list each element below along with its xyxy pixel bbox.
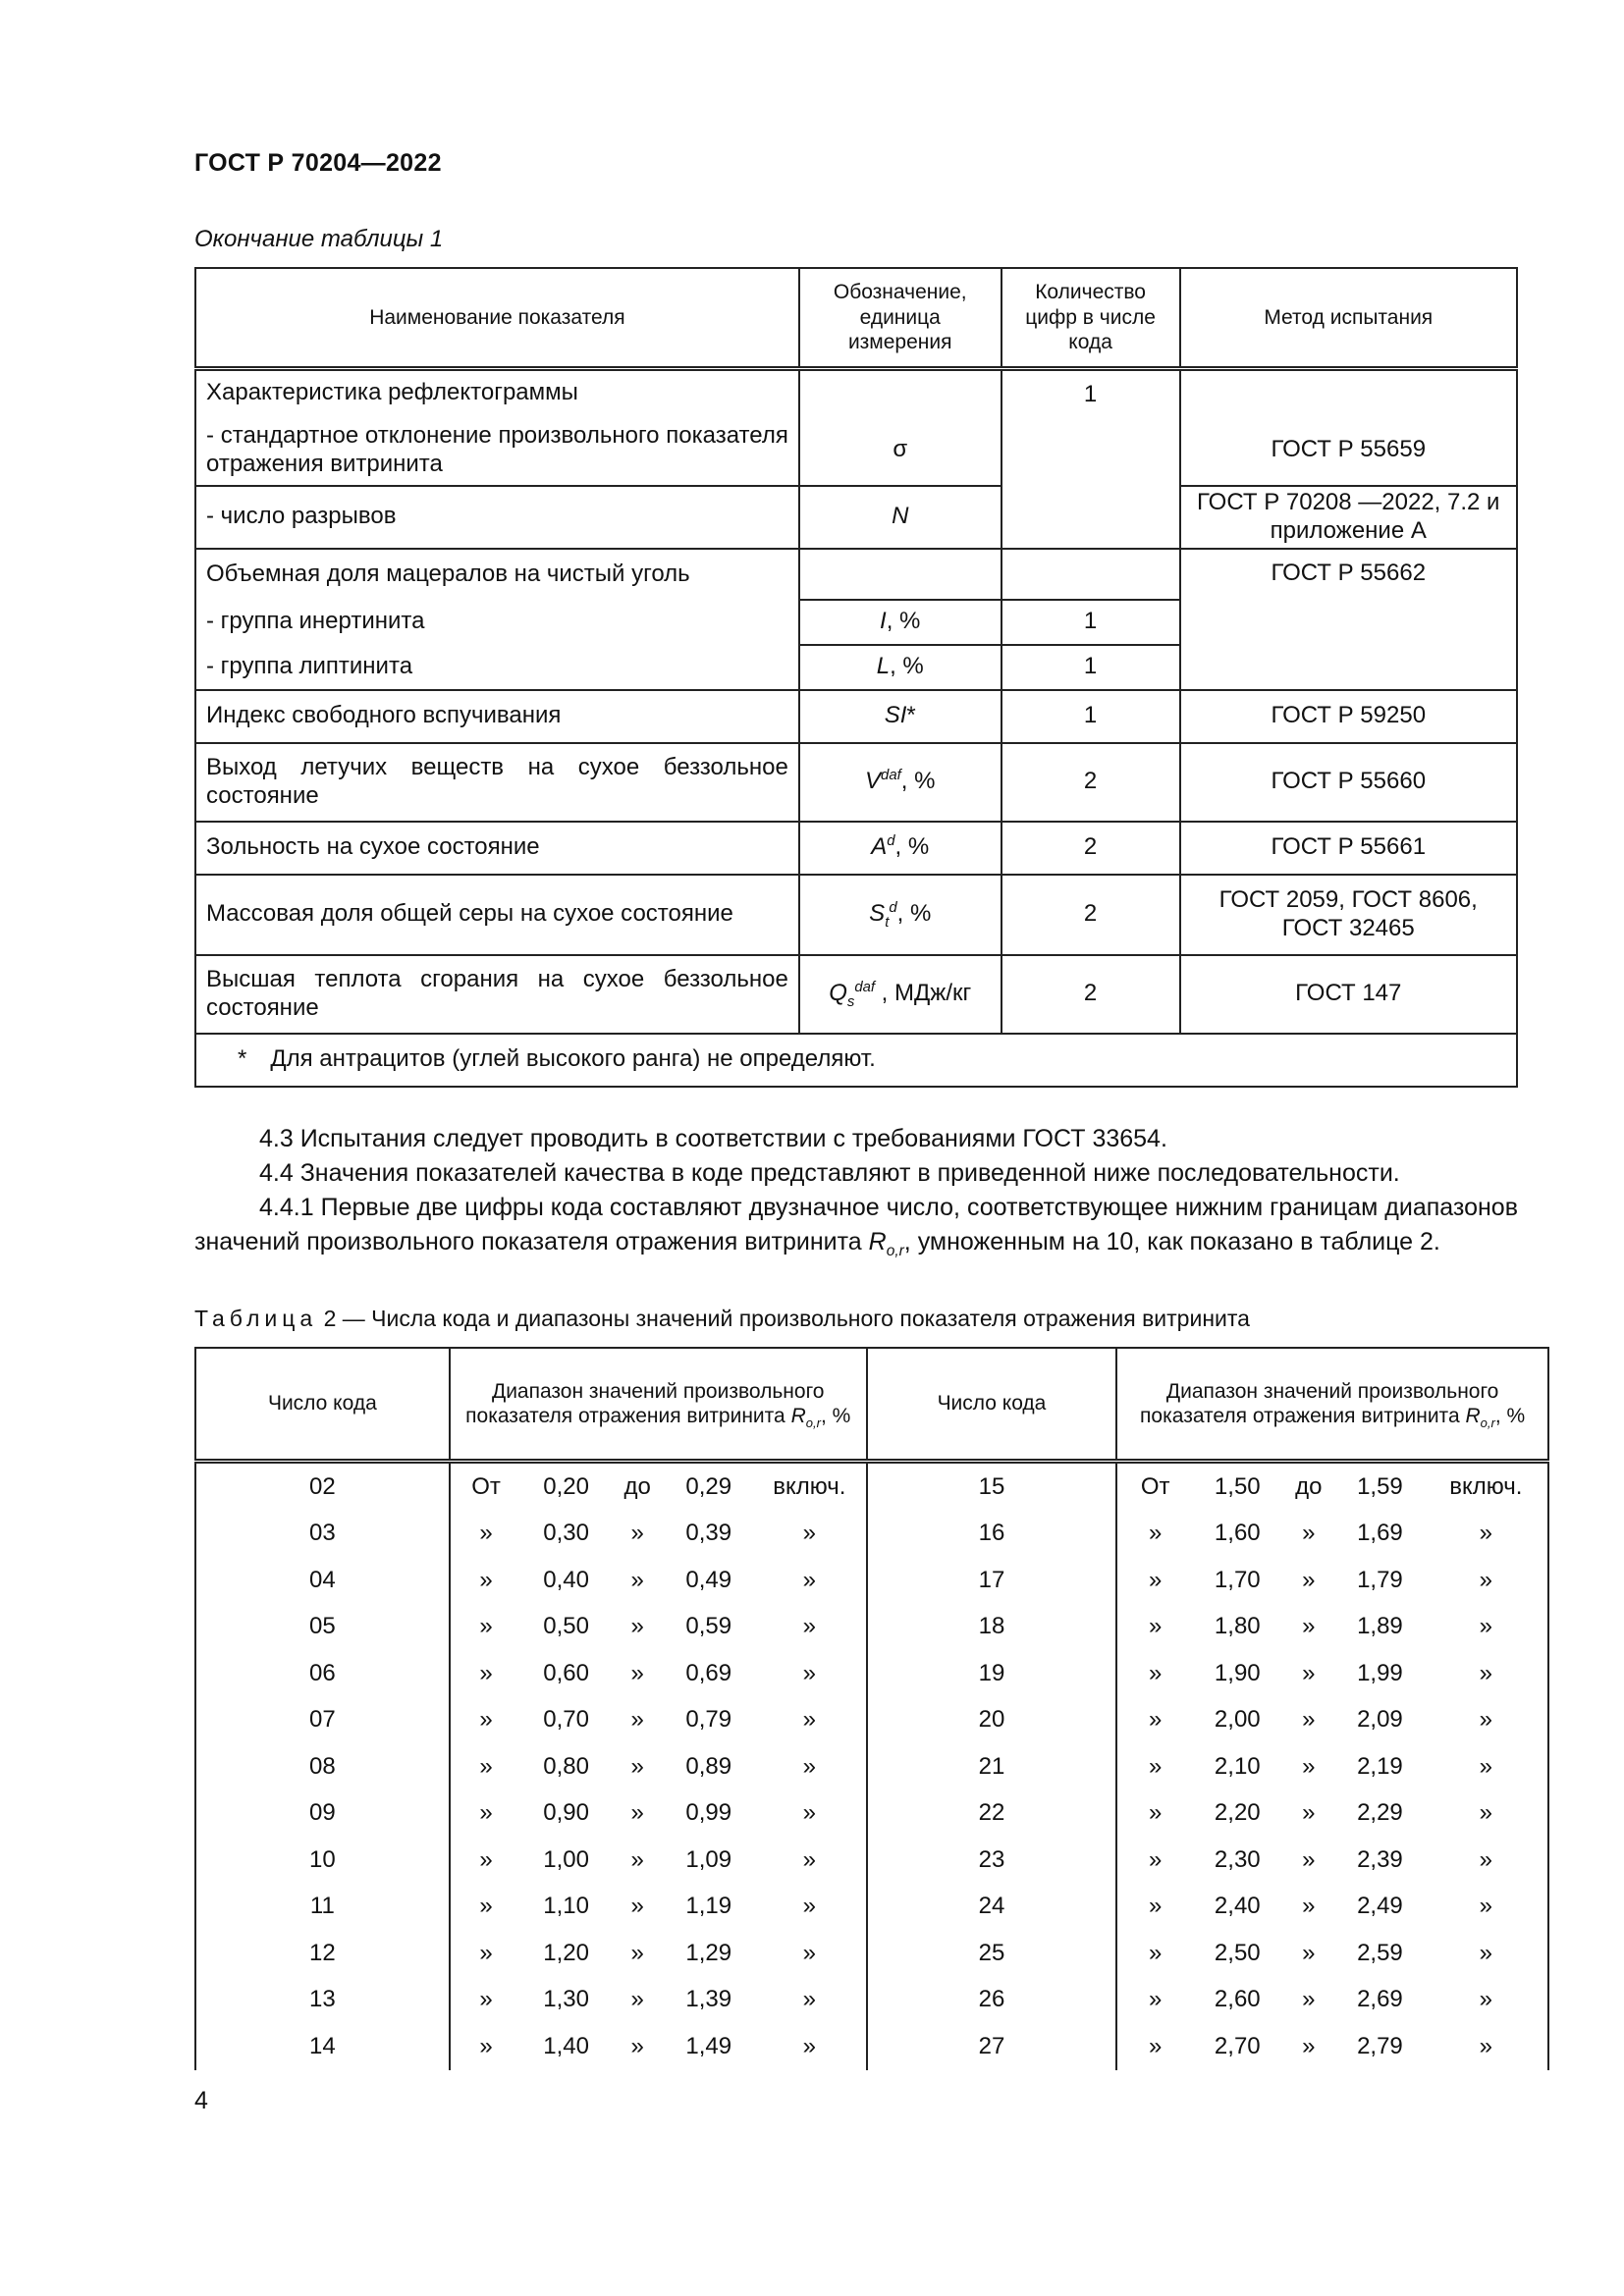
cell-s2: » <box>1425 2023 1548 2070</box>
cell-code2: 27 <box>867 2023 1117 2070</box>
table-row <box>195 1790 1548 1838</box>
cell-s: » <box>802 1845 816 1873</box>
row-digits: 1 <box>1001 600 1180 645</box>
cell-s2: » <box>1425 1977 1548 2024</box>
row-digits: 1 <box>1001 690 1180 743</box>
cell-f: » <box>479 1613 493 1640</box>
cell-hi2: 2,39 <box>1357 1845 1403 1873</box>
cell-t2: » <box>1302 1845 1316 1873</box>
row-name: - группа инертинита <box>195 600 799 645</box>
cell-hi: 1,49 <box>685 2032 732 2059</box>
cell-t: » <box>630 2032 644 2059</box>
cell-f2: » <box>1148 1845 1163 1873</box>
cell-f2: От <box>1140 1472 1170 1500</box>
cell-t2: » <box>1302 1566 1316 1593</box>
cell-s: » <box>802 1706 816 1734</box>
cell-hi2: 2,69 <box>1357 1986 1403 2013</box>
cell-t2: » <box>1302 1706 1316 1734</box>
cell-t2: » <box>1302 1893 1316 1920</box>
cell-code: 08 <box>195 1743 450 1790</box>
cell-f2: » <box>1148 1799 1163 1827</box>
cell-code: 05 <box>195 1604 450 1651</box>
cell-t2: » <box>1302 2032 1316 2059</box>
paragraph-4-4-1: 4.4.1 Первые две цифры кода составляют двузначное число, соответствующее нижним границам диапазонов значений произвольного показателя отражения витринита $R_{o,r}$, умноженным на 10, как показано в таблице 2. <box>194 1194 1518 1259</box>
row-digits: 2 <box>1001 875 1180 955</box>
cell-hi: 0,79 <box>685 1706 732 1734</box>
cell-s2: » <box>1425 1743 1548 1790</box>
cell-hi2: 2,49 <box>1357 1893 1403 1920</box>
cell-f2: » <box>1148 1706 1163 1734</box>
table-row <box>195 690 1517 743</box>
cell-code2: 21 <box>867 1743 1117 1790</box>
table-row <box>195 1884 1548 1931</box>
table-row <box>195 1977 1548 2024</box>
cell-code2: 19 <box>867 1650 1117 1697</box>
cell-s2: » <box>1425 1604 1548 1651</box>
cell-f: » <box>479 1706 493 1734</box>
page-number: 4 <box>194 2087 208 2114</box>
cell-t: » <box>630 1752 644 1780</box>
cell-code2: 17 <box>867 1557 1117 1604</box>
cell-hi: 1,39 <box>685 1986 732 2013</box>
cell-code: 10 <box>195 1837 450 1884</box>
cell-t2: » <box>1302 1752 1316 1780</box>
cell-hi2: 2,19 <box>1357 1752 1403 1780</box>
cell-hi2: 1,99 <box>1357 1659 1403 1686</box>
col-header-range: Диапазон значений произвольного показателя отражения витринита $R_{o,r}$, % <box>450 1348 867 1462</box>
cell-code2: 20 <box>867 1697 1117 1744</box>
cell-lo2: 1,80 <box>1214 1613 1261 1640</box>
cell-t: до <box>623 1472 651 1500</box>
cell-t: » <box>630 1845 644 1873</box>
cell-code2: 23 <box>867 1837 1117 1884</box>
table-row <box>195 415 1517 486</box>
cell-lo: 0,90 <box>543 1799 589 1827</box>
cell-f: » <box>479 1520 493 1547</box>
cell-t2: » <box>1302 1939 1316 1966</box>
row-symbol: N <box>799 486 1001 549</box>
cell-s: включ. <box>773 1472 846 1500</box>
col-header-symbol: Обозначение, единица измерения <box>799 268 1001 368</box>
cell-hi2: 2,09 <box>1357 1706 1403 1734</box>
cell-f2: » <box>1148 1986 1163 2013</box>
cell-t: » <box>630 1799 644 1827</box>
table1-caption: Окончание таблицы 1 <box>194 226 444 252</box>
cell-t2: » <box>1302 1520 1316 1547</box>
table1-footnote <box>195 1034 1517 1087</box>
paragraph-4-4: 4.4 Значения показателей качества в коде представляют в приведенной ниже последовательности. <box>259 1159 1400 1187</box>
row-method: ГОСТ Р 70208 —2022, 7.2 и приложение А <box>1180 486 1517 549</box>
cell-hi2: 1,79 <box>1357 1566 1403 1593</box>
cell-s2: » <box>1425 1790 1548 1838</box>
table-row <box>195 1930 1548 1977</box>
cell-hi2: 2,79 <box>1357 2032 1403 2059</box>
cell-lo2: 1,60 <box>1214 1520 1261 1547</box>
cell-lo2: 2,20 <box>1214 1799 1261 1827</box>
table1-header-row <box>195 268 1517 368</box>
cell-lo: 0,80 <box>543 1752 589 1780</box>
cell-s: » <box>802 1893 816 1920</box>
cell-s: » <box>802 1566 816 1593</box>
cell-code: 06 <box>195 1650 450 1697</box>
row-digits: 2 <box>1001 822 1180 875</box>
cell-lo2: 2,10 <box>1214 1752 1261 1780</box>
table-row <box>195 1604 1548 1651</box>
cell-t2: » <box>1302 1986 1316 2013</box>
cell-hi: 1,29 <box>685 1939 732 1966</box>
table-row <box>195 875 1517 955</box>
cell-f: » <box>479 1939 493 1966</box>
cell-f2: » <box>1148 1566 1163 1593</box>
cell-f: » <box>479 1566 493 1593</box>
cell-code: 07 <box>195 1697 450 1744</box>
cell-f: От <box>471 1472 501 1500</box>
footnote-mark: * <box>238 1045 247 1073</box>
cell-code: 09 <box>195 1790 450 1838</box>
cell-lo: 0,30 <box>543 1520 589 1547</box>
col-header-code: Число кода <box>195 1348 450 1462</box>
cell-hi2: 1,59 <box>1357 1472 1403 1500</box>
table-row <box>195 1743 1548 1790</box>
cell-s2: » <box>1425 1650 1548 1697</box>
table-row <box>195 955 1517 1034</box>
row-symbol: I, % <box>799 600 1001 645</box>
cell-s2: » <box>1425 1511 1548 1558</box>
cell-code: 02 <box>195 1462 450 1511</box>
row-symbol: σ <box>799 415 1001 486</box>
row-name: - стандартное отклонение произвольного показателя отражения витринита <box>195 415 799 486</box>
cell-lo: 0,20 <box>543 1472 589 1500</box>
row-name: - число разрывов <box>195 486 799 549</box>
cell-code: 14 <box>195 2023 450 2070</box>
cell-t: » <box>630 1939 644 1966</box>
cell-lo2: 2,50 <box>1214 1939 1261 1966</box>
cell-hi: 0,29 <box>685 1472 732 1500</box>
table2-header-row <box>195 1348 1548 1462</box>
table-row <box>195 486 1517 549</box>
cell-f: » <box>479 1752 493 1780</box>
table-row <box>195 1650 1548 1697</box>
cell-s2: включ. <box>1425 1462 1548 1511</box>
cell-s: » <box>802 2032 816 2059</box>
row-name: Выход летучих веществ на сухое беззольное состояние <box>195 743 799 822</box>
row-symbol: L, % <box>799 645 1001 690</box>
row-method: ГОСТ Р 55662 <box>1180 549 1517 690</box>
cell-hi2: 1,69 <box>1357 1520 1403 1547</box>
cell-t2: » <box>1302 1659 1316 1686</box>
cell-f: » <box>479 1799 493 1827</box>
cell-hi: 1,19 <box>685 1893 732 1920</box>
cell-f2: » <box>1148 1520 1163 1547</box>
cell-code2: 24 <box>867 1884 1117 1931</box>
table2-body <box>195 1462 1548 2070</box>
cell-lo2: 2,00 <box>1214 1706 1261 1734</box>
cell-lo: 0,70 <box>543 1706 589 1734</box>
cell-s: » <box>802 1752 816 1780</box>
cell-lo2: 2,30 <box>1214 1845 1261 1873</box>
cell-hi: 0,89 <box>685 1752 732 1780</box>
cell-lo2: 1,70 <box>1214 1566 1261 1593</box>
table-row <box>195 549 1517 600</box>
cell-lo: 1,10 <box>543 1893 589 1920</box>
table1 <box>194 267 1518 1088</box>
row-name: Высшая теплота сгорания на сухое беззольное состояние <box>195 955 799 1034</box>
cell-f: » <box>479 1986 493 2013</box>
table2-caption: Таблица 2 — Числа кода и диапазоны значений произвольного показателя отражения витринита <box>194 1306 1250 1331</box>
cell-f: » <box>479 2032 493 2059</box>
cell-f2: » <box>1148 1613 1163 1640</box>
footnote-text: Для антрацитов (углей высокого ранга) не определяют. <box>270 1045 876 1073</box>
cell-f2: » <box>1148 1893 1163 1920</box>
cell-t: » <box>630 1986 644 2013</box>
col-header-code-2: Число кода <box>867 1348 1117 1462</box>
cell-s: » <box>802 1986 816 2013</box>
cell-f: » <box>479 1659 493 1686</box>
cell-lo: 1,40 <box>543 2032 589 2059</box>
table-row <box>195 1837 1548 1884</box>
cell-hi: 0,39 <box>685 1520 732 1547</box>
cell-hi: 0,69 <box>685 1659 732 1686</box>
cell-hi: 0,49 <box>685 1566 732 1593</box>
cell-f: » <box>479 1893 493 1920</box>
cell-code2: 18 <box>867 1604 1117 1651</box>
row-symbol: SI* <box>799 690 1001 743</box>
col-header-method: Метод испытания <box>1180 268 1517 368</box>
cell-t2: » <box>1302 1799 1316 1827</box>
table-row <box>195 1697 1548 1744</box>
cell-code2: 22 <box>867 1790 1117 1838</box>
cell-t2: до <box>1295 1472 1323 1500</box>
cell-s2: » <box>1425 1930 1548 1977</box>
cell-lo: 1,00 <box>543 1845 589 1873</box>
cell-s2: » <box>1425 1884 1548 1931</box>
cell-f2: » <box>1148 2032 1163 2059</box>
cell-hi2: 2,59 <box>1357 1939 1403 1966</box>
table-row <box>195 1462 1548 1511</box>
row-name: Характеристика рефлектограммы <box>195 368 799 415</box>
cell-s: » <box>802 1520 816 1547</box>
cell-code: 03 <box>195 1511 450 1558</box>
cell-lo: 1,30 <box>543 1986 589 2013</box>
cell-f2: » <box>1148 1752 1163 1780</box>
cell-code2: 16 <box>867 1511 1117 1558</box>
cell-lo: 0,40 <box>543 1566 589 1593</box>
row-method: ГОСТ 147 <box>1180 955 1517 1034</box>
cell-hi: 0,59 <box>685 1613 732 1640</box>
cell-code2: 25 <box>867 1930 1117 1977</box>
cell-hi2: 1,89 <box>1357 1613 1403 1640</box>
cell-f: » <box>479 1845 493 1873</box>
cell-lo2: 1,90 <box>1214 1659 1261 1686</box>
cell-code: 13 <box>195 1977 450 2024</box>
table-row <box>195 1511 1548 1558</box>
cell-t: » <box>630 1659 644 1686</box>
cell-t: » <box>630 1893 644 1920</box>
col-header-name: Наименование показателя <box>195 268 799 368</box>
cell-lo2: 2,40 <box>1214 1893 1261 1920</box>
row-name: Массовая доля общей серы на сухое состояние <box>195 875 799 955</box>
cell-code: 04 <box>195 1557 450 1604</box>
cell-code: 12 <box>195 1930 450 1977</box>
table-row <box>195 1557 1548 1604</box>
cell-lo: 0,60 <box>543 1659 589 1686</box>
cell-t: » <box>630 1520 644 1547</box>
cell-hi2: 2,29 <box>1357 1799 1403 1827</box>
paragraph-4-3: 4.3 Испытания следует проводить в соответствии с требованиями ГОСТ 33654. <box>259 1125 1167 1152</box>
row-method: ГОСТ Р 59250 <box>1180 690 1517 743</box>
col-header-range-2: Диапазон значений произвольного показателя отражения витринита $R_{o,r}$, % <box>1116 1348 1548 1462</box>
cell-s: » <box>802 1659 816 1686</box>
row-name: - группа липтинита <box>195 645 799 690</box>
cell-hi: 1,09 <box>685 1845 732 1873</box>
row-symbol: $Q_s^{daf}$ , МДж/кг <box>799 955 1001 1034</box>
row-digits: 2 <box>1001 743 1180 822</box>
cell-code: 11 <box>195 1884 450 1931</box>
col-header-digits: Количество цифр в числе кода <box>1001 268 1180 368</box>
table-row <box>195 822 1517 875</box>
cell-lo: 0,50 <box>543 1613 589 1640</box>
row-name: Зольность на сухое состояние <box>195 822 799 875</box>
row-name: Индекс свободного вспучивания <box>195 690 799 743</box>
row-symbol: $V^{daf}$, % <box>799 743 1001 822</box>
row-digits: 1 <box>1001 368 1180 549</box>
cell-lo: 1,20 <box>543 1939 589 1966</box>
table-row <box>195 2023 1548 2070</box>
table-row <box>195 368 1517 415</box>
row-name: Объемная доля мацералов на чистый уголь <box>195 549 799 600</box>
cell-lo2: 1,50 <box>1214 1472 1261 1500</box>
cell-t: » <box>630 1566 644 1593</box>
table1-footnote-row <box>195 1034 1517 1087</box>
cell-s2: » <box>1425 1697 1548 1744</box>
cell-lo2: 2,60 <box>1214 1986 1261 2013</box>
row-symbol: $S_t^d$, % <box>799 875 1001 955</box>
cell-code2: 26 <box>867 1977 1117 2024</box>
row-digits: 1 <box>1001 645 1180 690</box>
cell-hi: 0,99 <box>685 1799 732 1827</box>
cell-s: » <box>802 1799 816 1827</box>
cell-f2: » <box>1148 1659 1163 1686</box>
document-header: ГОСТ Р 70204—2022 <box>194 149 442 177</box>
cell-t: » <box>630 1706 644 1734</box>
cell-t2: » <box>1302 1613 1316 1640</box>
cell-f2: » <box>1148 1939 1163 1966</box>
cell-lo2: 2,70 <box>1214 2032 1261 2059</box>
cell-s: » <box>802 1613 816 1640</box>
cell-code2: 15 <box>867 1462 1117 1511</box>
cell-s2: » <box>1425 1557 1548 1604</box>
cell-s2: » <box>1425 1837 1548 1884</box>
row-symbol: $A^d$, % <box>799 822 1001 875</box>
row-digits: 2 <box>1001 955 1180 1034</box>
row-method: ГОСТ Р 55659 <box>1180 415 1517 486</box>
row-method: ГОСТ Р 55661 <box>1180 822 1517 875</box>
cell-s: » <box>802 1939 816 1966</box>
table-row <box>195 743 1517 822</box>
row-method: ГОСТ Р 55660 <box>1180 743 1517 822</box>
cell-t: » <box>630 1613 644 1640</box>
row-method: ГОСТ 2059, ГОСТ 8606, ГОСТ 32465 <box>1180 875 1517 955</box>
table2 <box>194 1347 1549 2070</box>
